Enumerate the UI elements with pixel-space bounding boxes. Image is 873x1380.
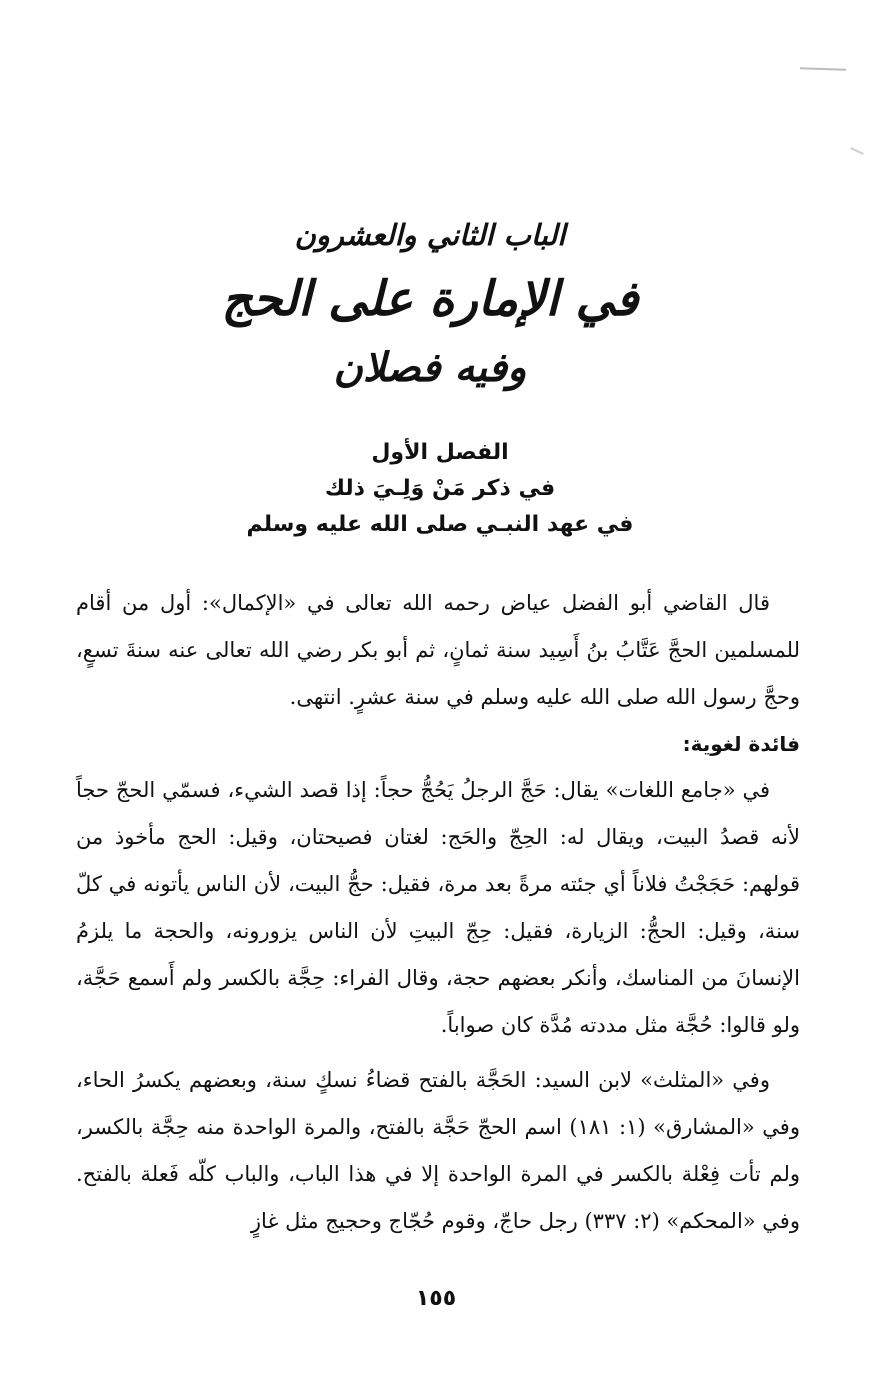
- section-title: الفصل الأول: [371, 440, 509, 465]
- scan-mark: [850, 147, 864, 155]
- chapter-heading: [150, 212, 710, 400]
- chapter-note: وفيه فصلان: [333, 344, 527, 391]
- paragraph: قال القاضي أبو الفضل عياض رحمه الله تعالى في «الإكمال»: أول من أقام للمسلمين الحجَّ عَتَّابُ بنُ أَسِيد سنة ثمانٍ، ثم أبو بكر رضي الله تعالى عنه سنةَ تسعٍ، وحجَّ رسول الله صلى الله عليه وسلم في سنة عشرٍ. انتهى.: [76, 591, 800, 709]
- scan-mark: [800, 67, 846, 71]
- chapter-title: الباب الثاني والعشرون: [294, 218, 566, 252]
- body-text: [76, 580, 800, 1245]
- section-subtitle: في عهد النبـي صلى الله عليه وسلم: [246, 512, 634, 537]
- inline-heading: فائدة لغوية:: [682, 732, 800, 756]
- section-subtitle: في ذكر مَنْ وَلِـيَ ذلك: [324, 476, 556, 501]
- page-number: ١٥٥: [415, 1286, 457, 1311]
- section-heading: [180, 435, 700, 543]
- paragraph: في «جامع اللغات» يقال: حَجَّ الرجلُ يَحُجُّ حجاً: إذا قصد الشيء، فسمّي الحجّ حجاً لأنه قصدُ البيت، ويقال له: الحِجّ والحَج: لغتان فصيحتان، وقيل: الحج مأخوذ من قولهم: حَجَجْتُ فلاناً أي جئته مرةً بعد مرة، فقيل: حجُّ البيت، لأن الناس يأتونه في كلّ سنة، وقيل: الحجُّ: الزيارة، فقيل: حِجّ البيتِ لأن الناس يزورونه، والحجة ما يلزمُ الإنسانَ من المناسك، وأنكر بعضهم حجة، وقال الفراء: حِجَّة بالكسر ولم أَسمع حَجَّة، ولو قالوا: حُجَّة مثل مددته مُدَّة كان صواباً.: [76, 778, 800, 1037]
- paragraph: وفي «المثلث» لابن السيد: الحَجَّة بالفتح قضاءُ نسكٍ سنة، وبعضهم يكسرُ الحاء، وفي «المشارق» (١: ١٨١) اسم الحجّ حَجَّة بالفتح، والمرة الواحدة منه حِجَّة بالكسر، ولم تأت فِعْلة بالكسر في المرة الواحدة إلا في هذا الباب، والباب كلّه فَعلة بالفتح. وفي «المحكم» (٢: ٣٣٧) رجل حاجّ، وقوم حُجّاج وحجيج مثل غازٍ: [76, 1068, 800, 1233]
- chapter-subtitle: في الإمارة على الحج: [221, 271, 639, 327]
